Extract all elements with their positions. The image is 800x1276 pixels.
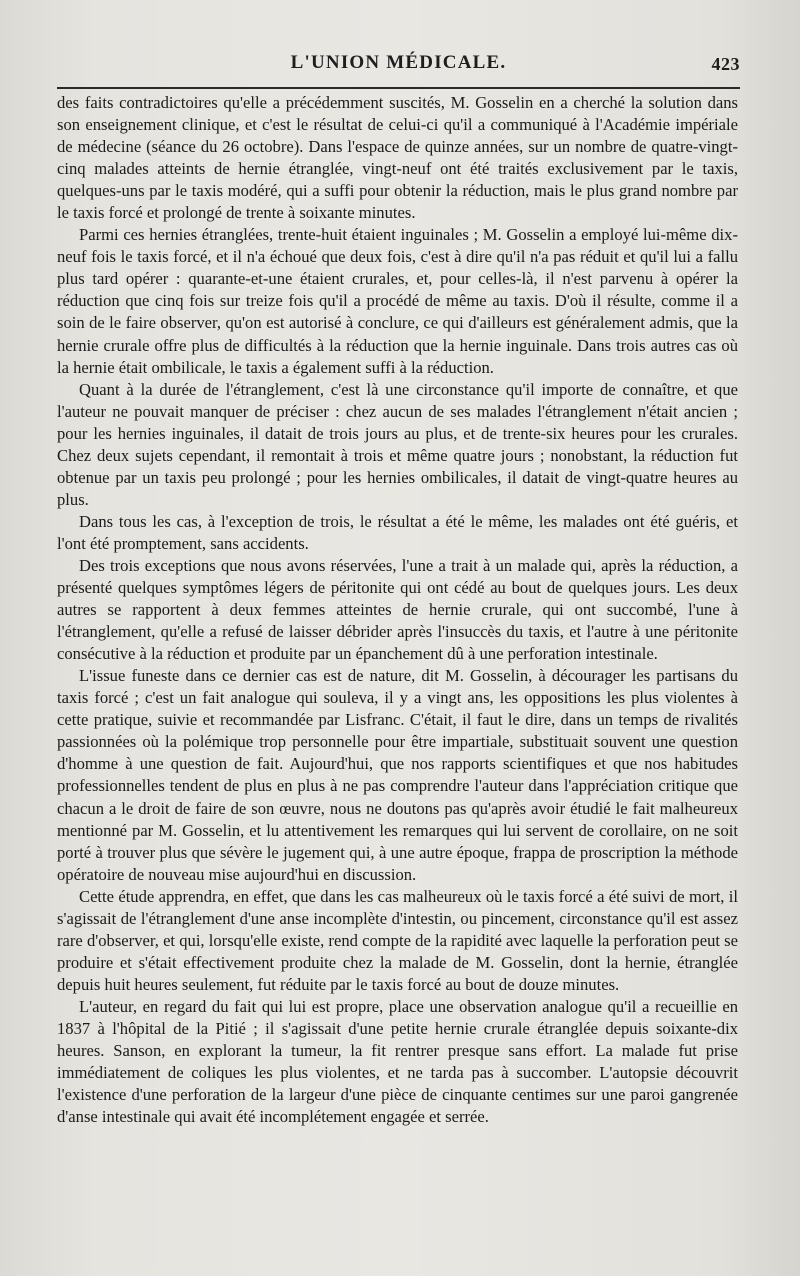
paragraph: Cette étude apprendra, en effet, que dans les cas malheureux où le taxis forcé a été suivi de mort, il s'agissait de l'étranglement d'une anse incomplète d'intestin, ou pincement, circonstance qu'il est assez rare d'observer, et qui, lorsqu'elle existe, rend compte de la rapidité avec laquelle la perforation peut se produire et s'était effectivement produite chez la malade de M. Gosselin, dont la hernie, étranglée depuis huit heures seulement, fut réduite par le taxis forcé au bout de douze minutes. [57,886,738,994]
running-title: L'UNION MÉDICALE. [290,52,507,73]
paragraph: des faits contradictoires qu'elle a précédemment suscités, M. Gosselin en a cherché la solution dans son enseignement clinique, et c'est le résultat de celui-ci qu'il a communiqué à l'Académie impériale de médecine (séance du 26 octobre). Dans l'espace de quinze années, sur un nombre de quatre-vingt-cinq malades atteints de hernie étranglée, vingt-neuf ont été traités exclusivement par le taxis, quelques-uns par le taxis modéré, qui a suffi pour obtenir la réduction, mais le plus grand nombre par le taxis forcé et prolongé de trente à soixante minutes. [57,93,738,223]
paragraph: L'issue funeste dans ce dernier cas est de nature, dit M. Gosselin, à décourager les partisans du taxis forcé ; c'est un fait analogue qui souleva, il y a vingt ans, les oppositions les plus violentes à cette pratique, suivie et recommandée par Lisfranc. C'était, il faut le dire, dans un temps de rivalités passionnées où la polémique trop personnelle pour être impartiale, substituait souvent une question d'homme à une question de fait. Aujourd'hui, que nos rapports scientifiques et que nos habitudes professionnelles tendent de plus en plus à ne pas comprendre l'auteur dans l'appréciation critique que chacun a le droit de faire de son œuvre, nous ne doutons pas qu'après avoir étudié le fait malheureux mentionné par M. Gosselin, et lu attentivement les remarques qui lui servent de corollaire, on ne soit porté à trouver plus que sévère le jugement qui, à une autre époque, frappa de proscription la méthode opératoire de nouveau mise aujourd'hui en discussion. [57,666,738,884]
paragraph: Dans tous les cas, à l'exception de trois, le résultat a été le même, les malades ont été guéris, et l'ont été promptement, sans accidents. [57,511,738,553]
page-number: 423 [711,54,740,74]
header-rule [57,87,740,89]
article-body [57,92,738,1128]
paragraph: L'auteur, en regard du fait qui lui est propre, place une observation analogue qu'il a recueillie en 1837 à l'hôpital de la Pitié ; il s'agissait d'une petite hernie crurale étranglée depuis soixante-dix heures. Sanson, en explorant la tumeur, la fit rentrer presque sans effort. La malade fut prise immédiatement de coliques les plus violentes, et ne tarda pas à succomber. L'autopsie découvrit l'existence d'une perforation de la largeur d'une pièce de cinquante centimes sur une paroi gangrenée d'anse intestinale qui avait été incomplétement engagée et serrée. [57,996,738,1127]
paragraph: Parmi ces hernies étranglées, trente-huit étaient inguinales ; M. Gosselin a employé lui-même dix-neuf fois le taxis forcé, et il n'a échoué que deux fois, c'est à dire qu'il n'a pas réduit et qu'il lui a fallu plus tard opérer : quarante-et-une étaient crurales, et, pour celles-là, il n'est parvenu à opérer la réduction que cinq fois sur treize fois qu'il a procédé de même au taxis. D'où il résulte, comme il a soin de le faire observer, qu'on est autorisé à conclure, ce qui d'ailleurs est généralement admis, que la hernie crurale offre plus de difficultés à la réduction que la hernie inguinale. Dans trois autres cas où la hernie était ombilicale, le taxis a également suffi à la réduction. [57,225,738,377]
paragraph: Quant à la durée de l'étranglement, c'est là une circonstance qu'il importe de connaître, et que l'auteur ne pouvait manquer de préciser : chez aucun de ses malades l'étranglement n'était ancien ; pour les hernies inguinales, il datait de trois jours au plus, et de trente-six heures pour les crurales. Chez deux sujets cependant, il remontait à trois et même quatre jours ; nonobstant, la réduction fut obtenue par un taxis peu prolongé ; pour les hernies ombilicales, il datait de vingt-quatre heures au plus. [57,379,738,509]
page-header [57,44,740,84]
paragraph: Des trois exceptions que nous avons réservées, l'une a trait à un malade qui, après la réduction, a présenté quelques symptômes légers de péritonite qui ont cédé au bout de quelques jours. Les deux autres se rapportent à deux femmes atteintes de hernie crurale, qui ont succombé, l'une à l'étranglement, qu'elle a refusé de laisser débrider après l'insuccès du taxis, et l'autre à une péritonite consécutive à la réduction et produite par un épanchement dû à une perforation intestinale. [57,555,738,664]
